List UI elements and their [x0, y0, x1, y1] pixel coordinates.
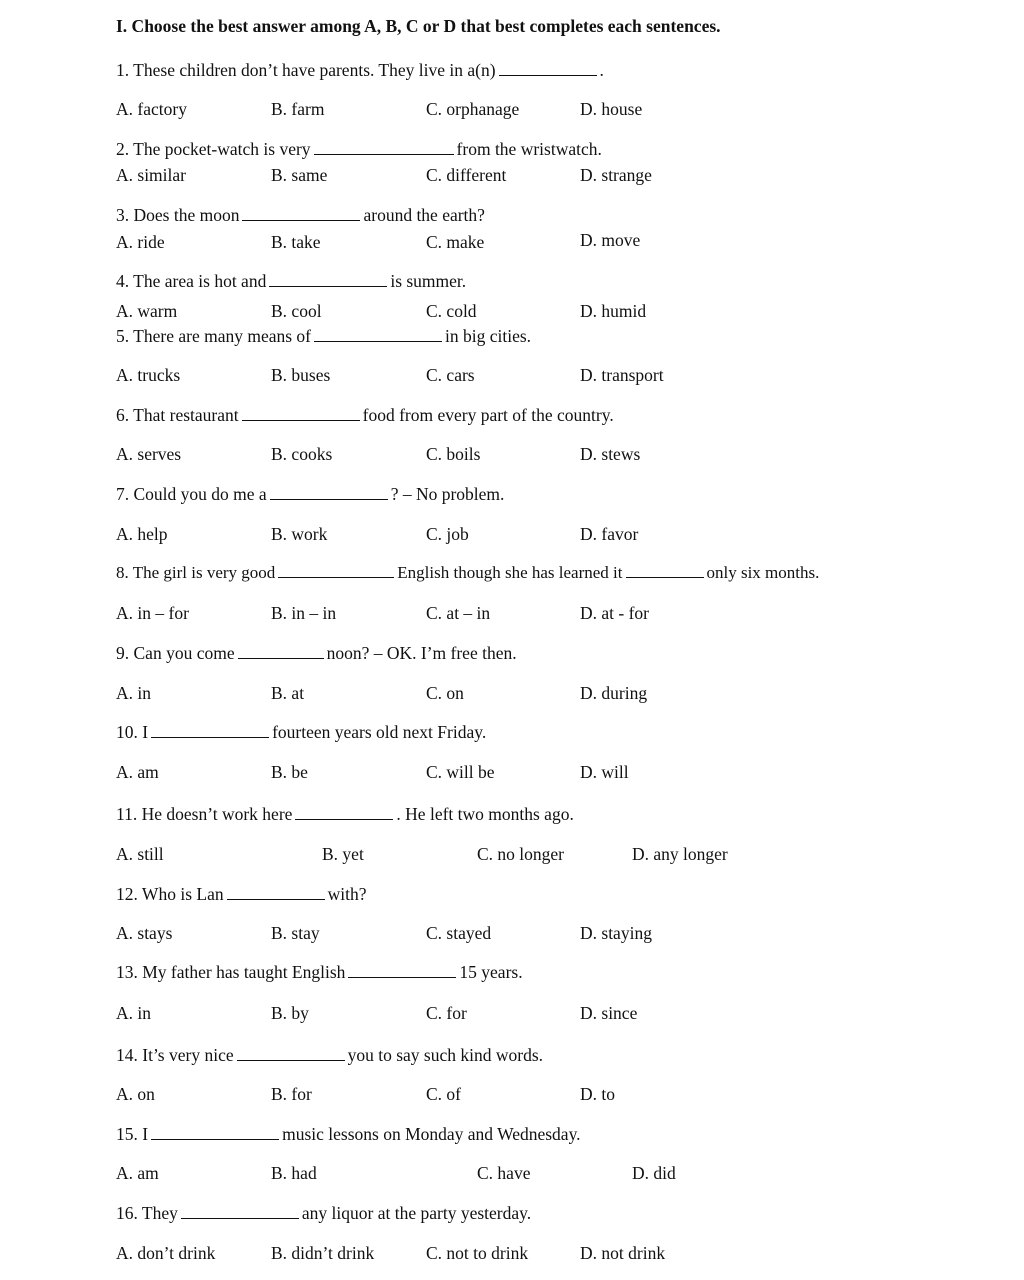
- option-b: B. didn’t drink: [271, 1243, 375, 1263]
- answer-blank: [278, 563, 394, 578]
- option-c: C. job: [426, 524, 469, 544]
- option-d: D. during: [580, 683, 648, 703]
- question-text: English though she has learned it: [397, 563, 623, 582]
- option-c: C. have: [477, 1163, 531, 1183]
- option-a: A. trucks: [116, 365, 181, 385]
- answer-blank: [151, 723, 269, 738]
- option-c: C. cars: [426, 365, 475, 385]
- options-row-14: [116, 1084, 996, 1106]
- question-text: .: [599, 60, 604, 80]
- option-c: C. not to drink: [426, 1243, 529, 1263]
- options-row-7: [116, 524, 996, 546]
- option-b: B. work: [271, 524, 328, 544]
- options-row-13: [116, 1003, 996, 1025]
- option-a: A. help: [116, 524, 168, 544]
- question-text: in big cities.: [445, 326, 532, 346]
- option-b: B. cool: [271, 301, 322, 321]
- option-b: B. stay: [271, 923, 320, 943]
- question-text: with?: [327, 884, 367, 904]
- question-13: [116, 962, 523, 983]
- option-c: C. no longer: [477, 844, 565, 864]
- answer-blank: [151, 1125, 279, 1140]
- option-a: A. similar: [116, 165, 186, 185]
- option-c: C. stayed: [426, 923, 492, 943]
- question-text: any liquor at the party yesterday.: [301, 1203, 532, 1223]
- question-2: [116, 139, 602, 160]
- option-b: B. for: [271, 1084, 312, 1104]
- option-a: A. still: [116, 844, 164, 864]
- question-text: 15 years.: [459, 962, 523, 982]
- answer-blank: [237, 1046, 345, 1061]
- option-d: D. did: [632, 1163, 676, 1183]
- question-1: [116, 60, 604, 81]
- answer-blank: [242, 206, 360, 221]
- option-a: A. in: [116, 683, 151, 703]
- options-row-5: [116, 365, 996, 387]
- option-d: D. to: [580, 1084, 615, 1104]
- options-row-16: [116, 1243, 996, 1265]
- options-row-12: [116, 923, 996, 945]
- option-b: B. by: [271, 1003, 309, 1023]
- option-d: D. house: [580, 99, 643, 119]
- options-row-10: [116, 762, 996, 784]
- option-d: D. not drink: [580, 1243, 666, 1263]
- option-a: A. stays: [116, 923, 173, 943]
- answer-blank: [348, 963, 456, 978]
- option-b: B. take: [271, 232, 321, 252]
- question-text: 15. I: [116, 1124, 149, 1144]
- option-c: C. boils: [426, 444, 481, 464]
- question-text: 9. Can you come: [116, 643, 235, 663]
- option-a: A. serves: [116, 444, 182, 464]
- question-5: [116, 326, 531, 347]
- question-6: [116, 405, 614, 426]
- answer-blank: [269, 272, 387, 287]
- option-d: D. will: [580, 762, 629, 782]
- question-text: only six months.: [706, 563, 820, 582]
- question-text: 11. He doesn’t work here: [116, 804, 293, 824]
- option-a: A. am: [116, 762, 159, 782]
- option-a: A. ride: [116, 232, 165, 252]
- question-9: [116, 643, 517, 664]
- options-row-4: [116, 301, 996, 323]
- option-d: D. since: [580, 1003, 638, 1023]
- question-text: 10. I: [116, 722, 149, 742]
- option-b: B. cooks: [271, 444, 333, 464]
- question-10: [116, 722, 486, 743]
- question-text: 4. The area is hot and: [116, 271, 267, 291]
- options-row-15: [116, 1163, 996, 1185]
- option-d: D. transport: [580, 365, 664, 385]
- option-c: C. will be: [426, 762, 495, 782]
- question-text: noon? – OK. I’m free then.: [326, 643, 517, 663]
- question-3: [116, 205, 485, 226]
- options-row-1: [116, 99, 996, 121]
- option-a: A. am: [116, 1163, 159, 1183]
- question-16: [116, 1203, 531, 1224]
- option-d: D. at - for: [580, 603, 650, 623]
- question-text: food from every part of the country.: [362, 405, 614, 425]
- question-text: around the earth?: [363, 205, 485, 225]
- question-text: 12. Who is Lan: [116, 884, 224, 904]
- question-11: [116, 804, 574, 825]
- answer-blank: [238, 644, 324, 659]
- options-row-6: [116, 444, 996, 466]
- option-c: C. of: [426, 1084, 461, 1104]
- options-row-11: [116, 844, 996, 866]
- option-b: B. same: [271, 165, 328, 185]
- question-8: [116, 563, 819, 583]
- option-b: B. at: [271, 683, 305, 703]
- question-14: [116, 1045, 543, 1066]
- option-b: B. in – in: [271, 603, 337, 623]
- option-a: A. on: [116, 1084, 155, 1104]
- question-text: 6. That restaurant: [116, 405, 239, 425]
- question-text: 13. My father has taught English: [116, 962, 346, 982]
- question-text: ? – No problem.: [390, 484, 505, 504]
- question-text: from the wristwatch.: [456, 139, 602, 159]
- answer-blank: [227, 885, 325, 900]
- question-text: 3. Does the moon: [116, 205, 240, 225]
- question-text: 16. They: [116, 1203, 178, 1223]
- section-heading: I. Choose the best answer among A, B, C or D that best completes each sentences.: [116, 16, 721, 36]
- option-b: B. buses: [271, 365, 331, 385]
- answer-blank: [314, 140, 454, 155]
- option-d: D. favor: [580, 524, 639, 544]
- option-c: C. orphanage: [426, 99, 520, 119]
- answer-blank: [626, 563, 704, 578]
- answer-blank: [499, 61, 597, 76]
- option-c: C. make: [426, 232, 485, 252]
- answer-blank: [295, 805, 393, 820]
- option-b: B. yet: [322, 844, 364, 864]
- option-b: B. farm: [271, 99, 325, 119]
- question-text: 14. It’s very nice: [116, 1045, 234, 1065]
- question-text: 8. The girl is very good: [116, 563, 276, 582]
- question-text: 7. Could you do me a: [116, 484, 267, 504]
- option-c: C. on: [426, 683, 464, 703]
- option-c: C. different: [426, 165, 507, 185]
- question-text: is summer.: [390, 271, 467, 291]
- option-b: B. had: [271, 1163, 317, 1183]
- option-c: C. cold: [426, 301, 477, 321]
- option-b: B. be: [271, 762, 308, 782]
- options-row-8: [116, 603, 996, 625]
- question-15: [116, 1124, 581, 1145]
- question-text: music lessons on Monday and Wednesday.: [282, 1124, 581, 1144]
- question-text: . He left two months ago.: [396, 804, 574, 824]
- answer-blank: [270, 485, 388, 500]
- options-row-9: [116, 683, 996, 705]
- option-d: D. strange: [580, 165, 652, 185]
- option-a: A. in – for: [116, 603, 189, 623]
- option-a: A. warm: [116, 301, 178, 321]
- option-d: D. stews: [580, 444, 641, 464]
- answer-blank: [314, 327, 442, 342]
- question-text: you to say such kind words.: [347, 1045, 544, 1065]
- question-text: 1. These children don’t have parents. They live in a(n): [116, 60, 496, 80]
- question-text: fourteen years old next Friday.: [272, 722, 487, 742]
- option-c: C. for: [426, 1003, 467, 1023]
- option-d: D. any longer: [632, 844, 728, 864]
- option-d: D. move: [580, 230, 641, 250]
- option-a: A. in: [116, 1003, 151, 1023]
- question-12: [116, 884, 366, 905]
- options-row-3: [116, 232, 996, 254]
- option-d: D. humid: [580, 301, 647, 321]
- question-text: 2. The pocket-watch is very: [116, 139, 311, 159]
- option-c: C. at – in: [426, 603, 491, 623]
- question-text: 5. There are many means of: [116, 326, 312, 346]
- answer-blank: [181, 1204, 299, 1219]
- option-a: A. don’t drink: [116, 1243, 216, 1263]
- option-d: D. staying: [580, 923, 652, 943]
- answer-blank: [242, 406, 360, 421]
- question-7: [116, 484, 504, 505]
- options-row-2: [116, 165, 996, 187]
- option-a: A. factory: [116, 99, 187, 119]
- question-4: [116, 271, 466, 292]
